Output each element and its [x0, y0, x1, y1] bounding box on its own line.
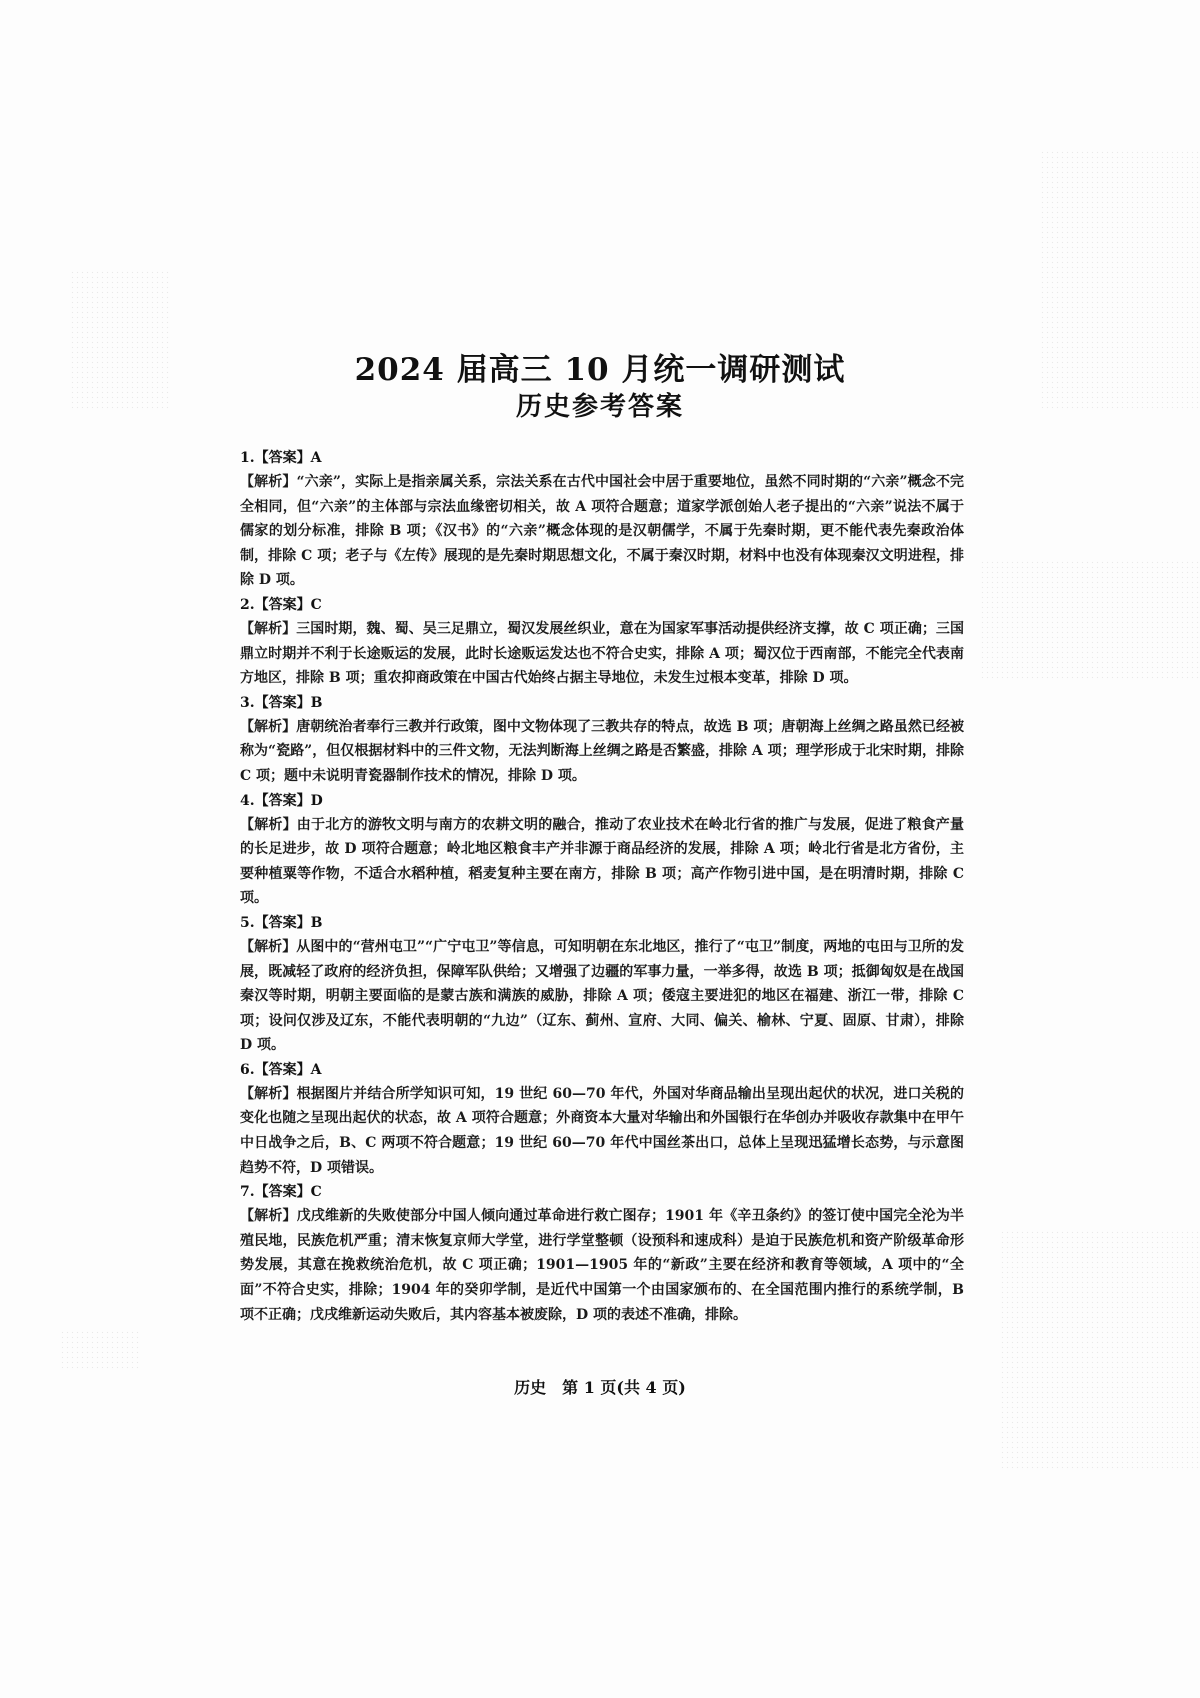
question-item — [240, 789, 964, 911]
question-item — [240, 1180, 964, 1327]
explanation-text: 【解析】三国时期，魏、蜀、吴三足鼎立，蜀汉发展丝织业，意在为国家军事活动提供经济支撑，故 C 项正确；三国鼎立时期并不利于长途贩运的发展，此时长途贩运发达也不符合史实，排除 A 项；蜀汉位于西南部，不能完全代表南方地区，排除 B 项；重农抑商政策在中国古代始终占据主导地位，未发生过根本变革，排除 D 项。 — [240, 620, 964, 687]
question-item — [240, 593, 964, 691]
answer-label: 3.【答案】B — [240, 694, 323, 711]
explanation-text: 【解析】戊戌维新的失败使部分中国人倾向通过革命进行救亡图存；1901 年《辛丑条约》的签订使中国完全沦为半殖民地，民族危机严重；清末恢复京师大学堂，进行学堂整顿（设预科和速成科）是迫于民族危机和资产阶级革命形势发展，其意在挽救统治危机，故 C 项正确；1901—1905 年的“新政”主要在经济和教育等领域，A 项中的“全面”不符合史实，排除；1904 年的癸卯学制，是近代中国第一个由国家颁布的、在全国范围内推行的系统学制，B 项不正确；戊戌维新运动失败后，其内容基本被废除，D 项的表述不准确，排除。 — [240, 1208, 964, 1323]
answer-label: 6.【答案】A — [240, 1061, 322, 1078]
explanation-text: 【解析】“六亲”，实际上是指亲属关系，宗法关系在古代中国社会中居于重要地位，虽然不同时期的“六亲”概念不完全相同，但“六亲”的主体部与宗法血缘密切相关，故 A 项符合题意；道家学派创始人老子提出的“六亲”说法不属于儒家的划分标准，排除 B 项；《汉书》的“六亲”概念体现的是汉朝儒学，不属于先秦时期，更不能代表先秦政治体制，排除 C 项；老子与《左传》展现的是先秦时期思想文化，不属于秦汉时期，材料中也没有体现秦汉文明进程，排除 D 项。 — [240, 474, 964, 589]
question-item — [240, 446, 964, 593]
page-subtitle: 历史参考答案 — [515, 392, 684, 422]
explanation-text: 【解析】由于北方的游牧文明与南方的农耕文明的融合，推动了农业技术在岭北行省的推广与发展，促进了粮食产量的长足进步，故 D 项符合题意；岭北地区粮食丰产并非源于商品经济的发展，排除 A 项；岭北行省是北方省份，主要种植粟等作物，不适合水稻种植，稻麦复种主要在南方，排除 B 项；高产作物引进中国，是在明清时期，排除 C 项。 — [240, 816, 964, 907]
answer-label: 7.【答案】C — [240, 1184, 322, 1201]
scan-noise — [60, 1330, 140, 1370]
page-title: 2024 届高三 10 月统一调研测试 — [354, 352, 846, 388]
answer-label: 4.【答案】D — [240, 792, 323, 809]
answer-label: 5.【答案】B — [240, 914, 323, 931]
scan-noise — [1000, 1230, 1200, 1470]
question-item — [240, 691, 964, 789]
explanation-text: 【解析】根据图片并结合所学知识可知，19 世纪 60—70 年代，外国对华商品输出呈现出起伏的状况，进口关税的变化也随之呈现出起伏的状态，故 A 项符合题意；外商资本大量对华输出和外国银行在华创办并吸收存款集中在甲午中日战争之后，B、C 两项不符合题意；19 世纪 60—70 年代中国丝茶出口，总体上呈现迅猛增长态势，与示意图趋势不符，D 项错误。 — [240, 1085, 964, 1176]
page-footer: 历史 第 1 页(共 4 页) — [514, 1378, 686, 1397]
explanation-text: 【解析】从图中的“营州屯卫”“广宁屯卫”等信息，可知明朝在东北地区，推行了“屯卫”制度，两地的屯田与卫所的发展，既减轻了政府的经济负担，保障军队供给；又增强了边疆的军事力量，一举多得，故选 B 项；抵御匈奴是在战国秦汉等时期，明朝主要面临的是蒙古族和满族的威胁，排除 A 项；倭寇主要进犯的地区在福建、浙江一带，排除 C 项；设问仅涉及辽东，不能代表明朝的“九边”（辽东、蓟州、宣府、大同、偏关、榆林、宁夏、固原、甘肃），排除 D 项。 — [240, 938, 964, 1054]
answer-list — [240, 446, 964, 1327]
answer-label: 2.【答案】C — [240, 596, 322, 613]
question-item — [240, 911, 964, 1058]
explanation-text: 【解析】唐朝统治者奉行三教并行政策，图中文物体现了三教共存的特点，故选 B 项；唐朝海上丝绸之路虽然已经被称为“瓷路”，但仅根据材料中的三件文物，无法判断海上丝绸之路是否繁盛，排除 A 项；理学形成于北宋时期，排除 C 项；题中未说明青瓷器制作技术的情况，排除 D 项。 — [240, 718, 964, 784]
scan-noise — [980, 560, 1200, 680]
answer-label: 1.【答案】A — [240, 450, 322, 466]
question-item — [240, 1058, 964, 1180]
